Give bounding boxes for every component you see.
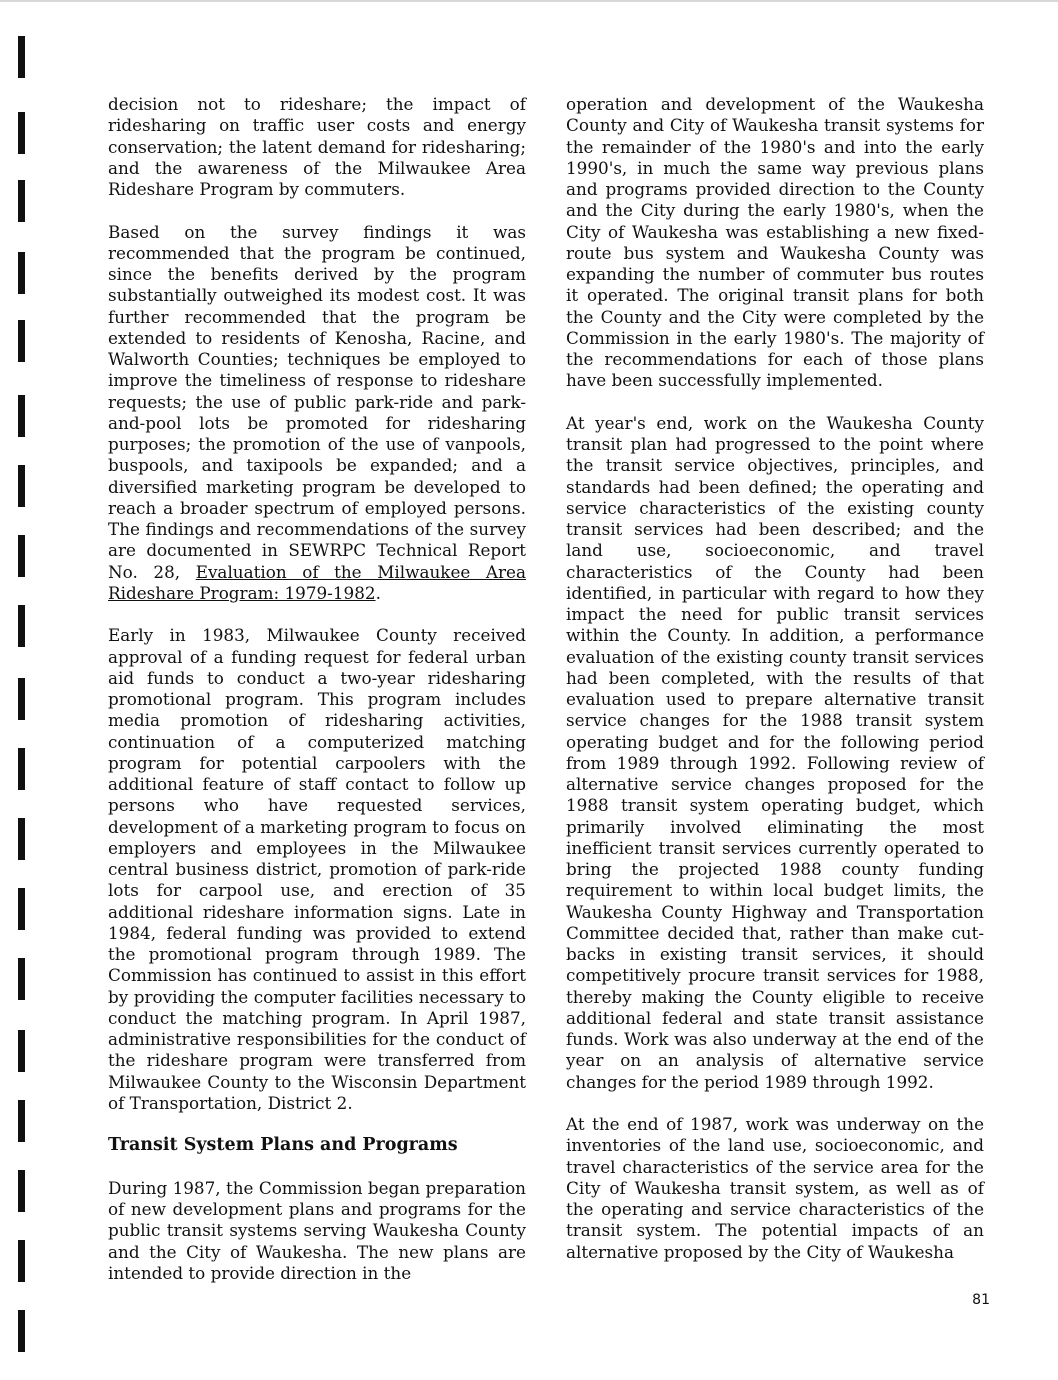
binding-mark <box>18 465 25 507</box>
binding-mark <box>18 958 25 1000</box>
binding-mark <box>18 748 25 790</box>
paragraph: operation and development of the Waukesha County and City of Waukesha transit systems for the remainder of the 1980's and into the early 1990's, in much the same way previous plans and programs provided direction to the County and the City during the early 1980's, when the City of Waukesha was establishing a new fixed-route bus system and Waukesha County was expanding the number of commuter bus routes it operated. The original transit plans for both the County and the City were completed by the Commission in the early 1980's. The majority of the recommendations for each of those plans have been successfully implemented. <box>566 94 984 391</box>
binding-mark <box>18 1170 25 1212</box>
page-number: 81 <box>972 1292 990 1308</box>
paragraph: At the end of 1987, work was underway on the inventories of the land use, socioeconomic, and travel characteristics of the service area for the City of Waukesha transit system, as well as of the operating and service characteristics of the transit system. The potential impacts of an alternative proposed by the City of Waukesha <box>566 1114 984 1262</box>
binding-mark <box>18 320 25 362</box>
binding-mark <box>18 535 25 577</box>
report-title: Evaluation of the Milwaukee Area Rideshare Program: 1979-1982 <box>108 561 526 603</box>
binding-mark <box>18 888 25 930</box>
binding-mark <box>18 1310 25 1352</box>
paragraph: At year's end, work on the Waukesha County transit plan had progressed to the point where the transit service objectives, principles, and standards had been defined; the operating and service characteristics of the existing county transit services had been described; and the land use, socioeconomic, and travel characteristics of the County had been identified, in particular with regard to how they impact the need for public transit services within the County. In addition, a performance evaluation of the existing county transit services had been completed, with the results of that evaluation used to prepare alternative transit service changes for the 1988 transit system operating budget and for the following period from 1989 through 1992. Following review of alternative service changes proposed for the 1988 transit system operating budget, which primarily involved eliminating the most inefficient transit services currently operated to bring the projected 1988 county funding requirement to within local budget limits, the Waukesha County Highway and Transportation Committee decided that, rather than make cut-backs in existing transit services, it should competitively procure transit services for 1988, thereby making the County eligible to receive additional federal and state transit assistance funds. Work was also underway at the end of the year on an analysis of alternative service changes for the period 1989 through 1992. <box>566 412 984 1092</box>
binding-mark <box>18 818 25 860</box>
binding-mark <box>18 1240 25 1282</box>
scan-top-edge <box>0 0 1058 2</box>
binding-mark <box>18 180 25 222</box>
paragraph-text: Based on the survey findings it was recommended that the program be continued, since the benefits derived by the program substantially outweighed its modest cost. It was further recommended that the program be extended to residents of Kenosha, Racine, and Walworth Counties; techniques be employed to improve the timeliness of response to rideshare requests; the use of public park-ride and park-and-pool lots be promoted for ridesharing purposes; the promotion of the use of vanpools, buspools, and taxipools be expanded; and a diversified marketing program be developed to reach a broader spectrum of employed persons. The findings and recommendations of the survey are documented in SEWRPC Technical Report No. 28, <box>108 221 526 582</box>
binding-mark <box>18 112 25 154</box>
binding-mark <box>18 36 25 78</box>
paragraph-end: . <box>375 582 381 603</box>
paragraph: Early in 1983, Milwaukee County received approval of a funding request for federal urban aid funds to conduct a two-year ridesharing promotional program. This program includes media promotion of ridesharing activities, continuation of a computerized matching program for potential carpoolers with the additional feature of staff contact to follow up persons who have requested services, development of a marketing program to focus on employers and employees in the Milwaukee central business district, promotion of park-ride lots for carpool use, and erection of 35 additional rideshare information signs. Late in 1984, federal funding was provided to extend the promotional program through 1989. The Commission has continued to assist in this effort by providing the computer facilities necessary to conduct the matching program. In April 1987, administrative responsibilities for the conduct of the rideshare program were transferred from Milwaukee County to the Wisconsin Department of Transportation, District 2. <box>108 625 526 1113</box>
binding-mark <box>18 605 25 647</box>
binding-mark <box>18 678 25 720</box>
binding-marks <box>0 0 40 1380</box>
left-column <box>108 94 526 1305</box>
binding-mark <box>18 1030 25 1072</box>
section-heading: Transit System Plans and Programs <box>108 1135 458 1156</box>
binding-mark <box>18 395 25 437</box>
binding-mark <box>18 252 25 294</box>
paragraph: During 1987, the Commission began preparation of new development plans and programs for the public transit systems serving Waukesha County and the City of Waukesha. The new plans are intended to provide direction in the <box>108 1177 526 1283</box>
right-column <box>566 94 984 1284</box>
binding-mark <box>18 1100 25 1142</box>
paragraph <box>108 222 526 605</box>
paragraph: decision not to rideshare; the impact of ridesharing on traffic user costs and energy conservation; the latent demand for ridesharing; and the awareness of the Milwaukee Area Rideshare Program by commuters. <box>108 94 526 199</box>
